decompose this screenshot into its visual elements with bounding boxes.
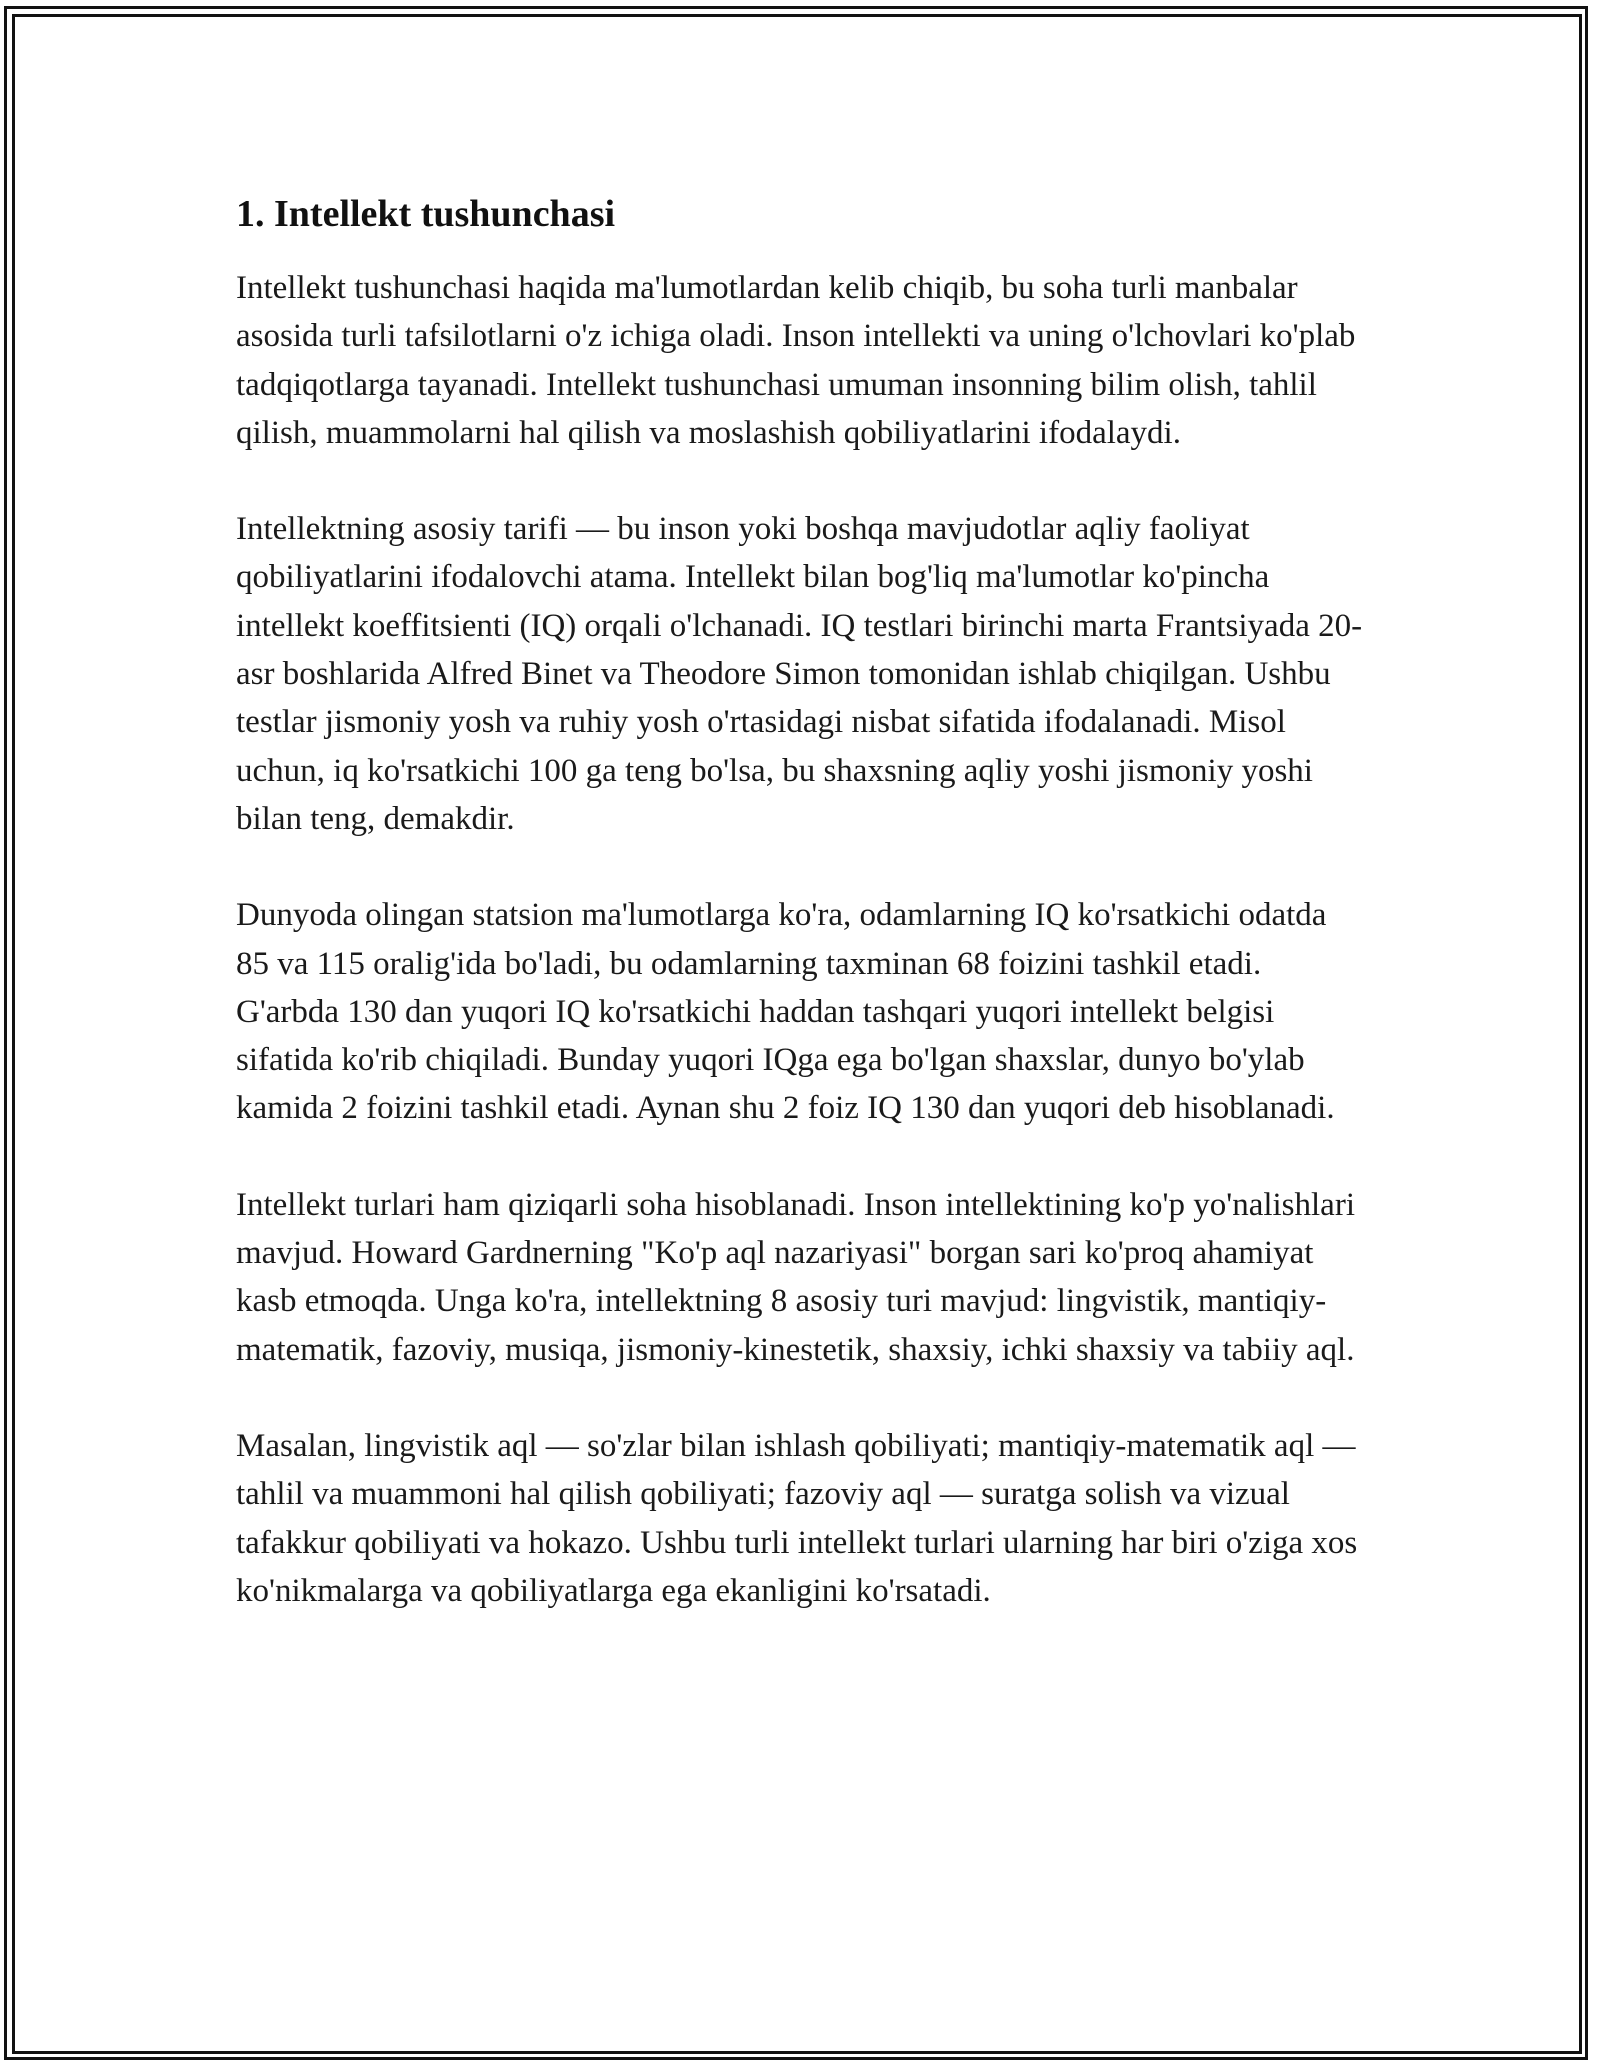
section-heading: 1. Intellekt tushunchasi xyxy=(236,193,616,235)
paragraph-intro: Intellekt tushunchasi haqida ma'lumotlardan kelib chiqib, bu soha turli manbalar asosida turli tafsilotlarni o'z ichiga oladi. Inson intellekti va uning o'lchovlari ko'plab tadqiqotlarga tayanadi. Intellekt tushunchasi umuman insonning bilim olish, tahlil qilish, muammolarni hal qilish va moslashish qobiliyatlarini ifodalaydi. xyxy=(236,270,1356,451)
paragraph-types: Intellekt turlari ham qiziqarli soha hisoblanadi. Inson intellektining ko'p yo'nalishlari mavjud. Howard Gardnerning "Ko'p aql nazariyasi" borgan sari ko'proq ahamiyat kasb etmoqda. Unga ko'ra, intellektning 8 asosiy turi mavjud: lingvistik, mantiqiy-matematik, fazoviy, musiqa, jismoniy-kinestetik, shaxsiy, ichki shaxsiy va tabiiy aql. xyxy=(236,1186,1355,1368)
paragraph-statistics: Dunyoda olingan statsion ma'lumotlarga ko'ra, odamlarning IQ ko'rsatkichi odatda 85 va 115 oralig'ida bo'ladi, bu odamlarning taxminan 68 foizini tashkil etadi. G'arbda 130 dan yuqori IQ ko'rsatkichi haddan tashqari yuqori intellekt belgisi sifatida ko'rib chiqiladi. Bunday yuqori IQga ega bo'lgan shaxslar, dunyo bo'ylab kamida 2 foizini tashkil etadi. Aynan shu 2 foiz IQ 130 dan yuqori deb hisoblanadi. xyxy=(236,897,1335,1127)
paragraph-examples: Masalan, lingvistik aql — so'zlar bilan ishlash qobiliyati; mantiqiy-matematik aql — tahlil va muammoni hal qilish qobiliyati; fazoviy aql — suratga solish va vizual tafakkur qobiliyati va hokazo. Ushbu turli intellekt turlari ularning har biri o'ziga xos ko'nikmalarga va qobiliyatlarga ega ekanligini ko'rsatadi. xyxy=(236,1427,1358,1609)
paragraph-definition: Intellektning asosiy tarifi — bu inson yoki boshqa mavjudotlar aqliy faoliyat qobiliyatlarini ifodalovchi atama. Intellekt bilan bog'liq ma'lumotlar ko'pincha intellekt koeffitsienti (IQ) orqali o'lchanadi. IQ testlari birinchi marta Frantsiyada 20-asr boshlarida Alfred Binet va Theodore Simon tomonidan ishlab chiqilgan. Ushbu testlar jismoniy yosh va ruhiy yosh o'rtasidagi nisbat sifatida ifodalanadi. Misol uchun, iq ko'rsatkichi 100 ga teng bo'lsa, bu shaxsning aqliy yoshi jismoniy yoshi bilan teng, demakdir. xyxy=(236,511,1363,837)
document-body xyxy=(236,186,1366,1663)
